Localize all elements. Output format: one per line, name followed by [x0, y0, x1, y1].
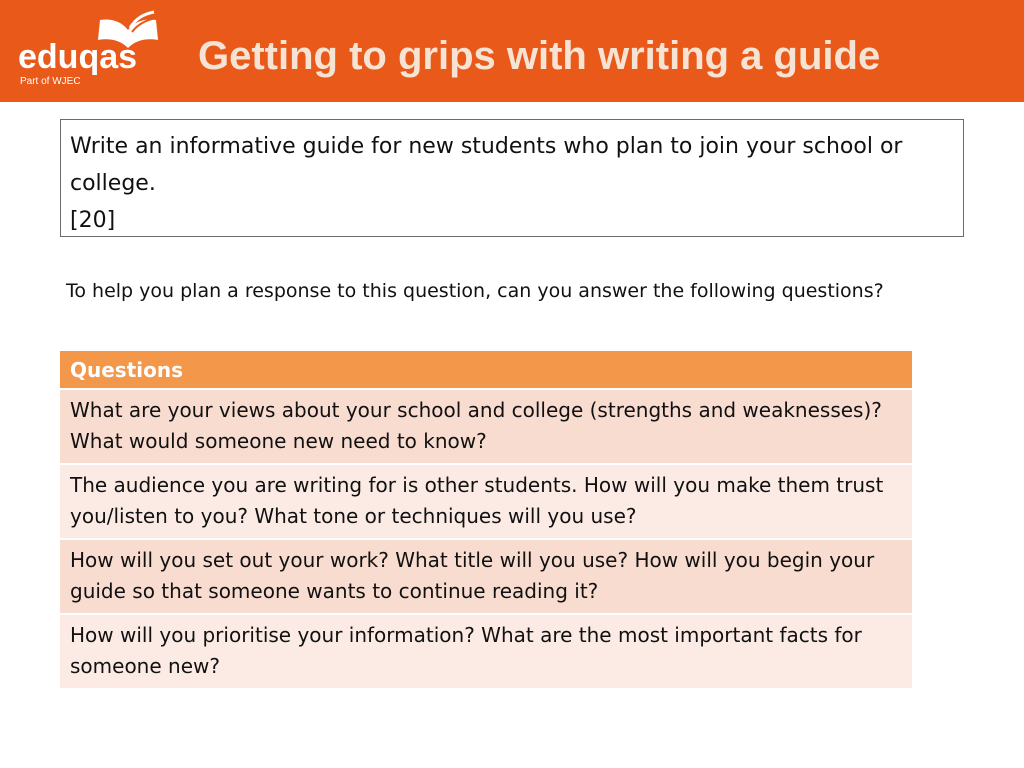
logo-subtext: Part of WJEC — [20, 76, 81, 87]
logo-wordmark: eduqas — [18, 38, 138, 76]
task-line-2: college. — [70, 171, 156, 196]
intro-text: To help you plan a response to this question, can you answer the following questions? — [66, 280, 884, 302]
eduqas-logo — [14, 10, 164, 92]
question-cell: How will you prioritise your information? What are the most important facts for someone new? — [60, 615, 912, 690]
question-cell: How will you set out your work? What title will you use? How will you begin your guide so that someone wants to continue reading it? — [60, 540, 912, 615]
questions-table — [60, 351, 912, 690]
task-marks: [20] — [70, 208, 116, 233]
table-row — [60, 465, 912, 540]
table-row — [60, 390, 912, 465]
table-row — [60, 615, 912, 690]
table-row — [60, 540, 912, 615]
task-box — [60, 119, 964, 237]
question-cell: The audience you are writing for is other students. How will you make them trust you/listen to you? What tone or techniques will you use? — [60, 465, 912, 540]
header-bar — [0, 0, 1024, 102]
page-title: Getting to grips with writing a guide — [198, 34, 881, 78]
question-cell: What are your views about your school and college (strengths and weaknesses)? What would someone new need to know? — [60, 390, 912, 465]
table-header-row — [60, 351, 912, 390]
task-line-1: Write an informative guide for new students who plan to join your school or — [70, 134, 903, 159]
table-header-questions: Questions — [60, 351, 912, 390]
